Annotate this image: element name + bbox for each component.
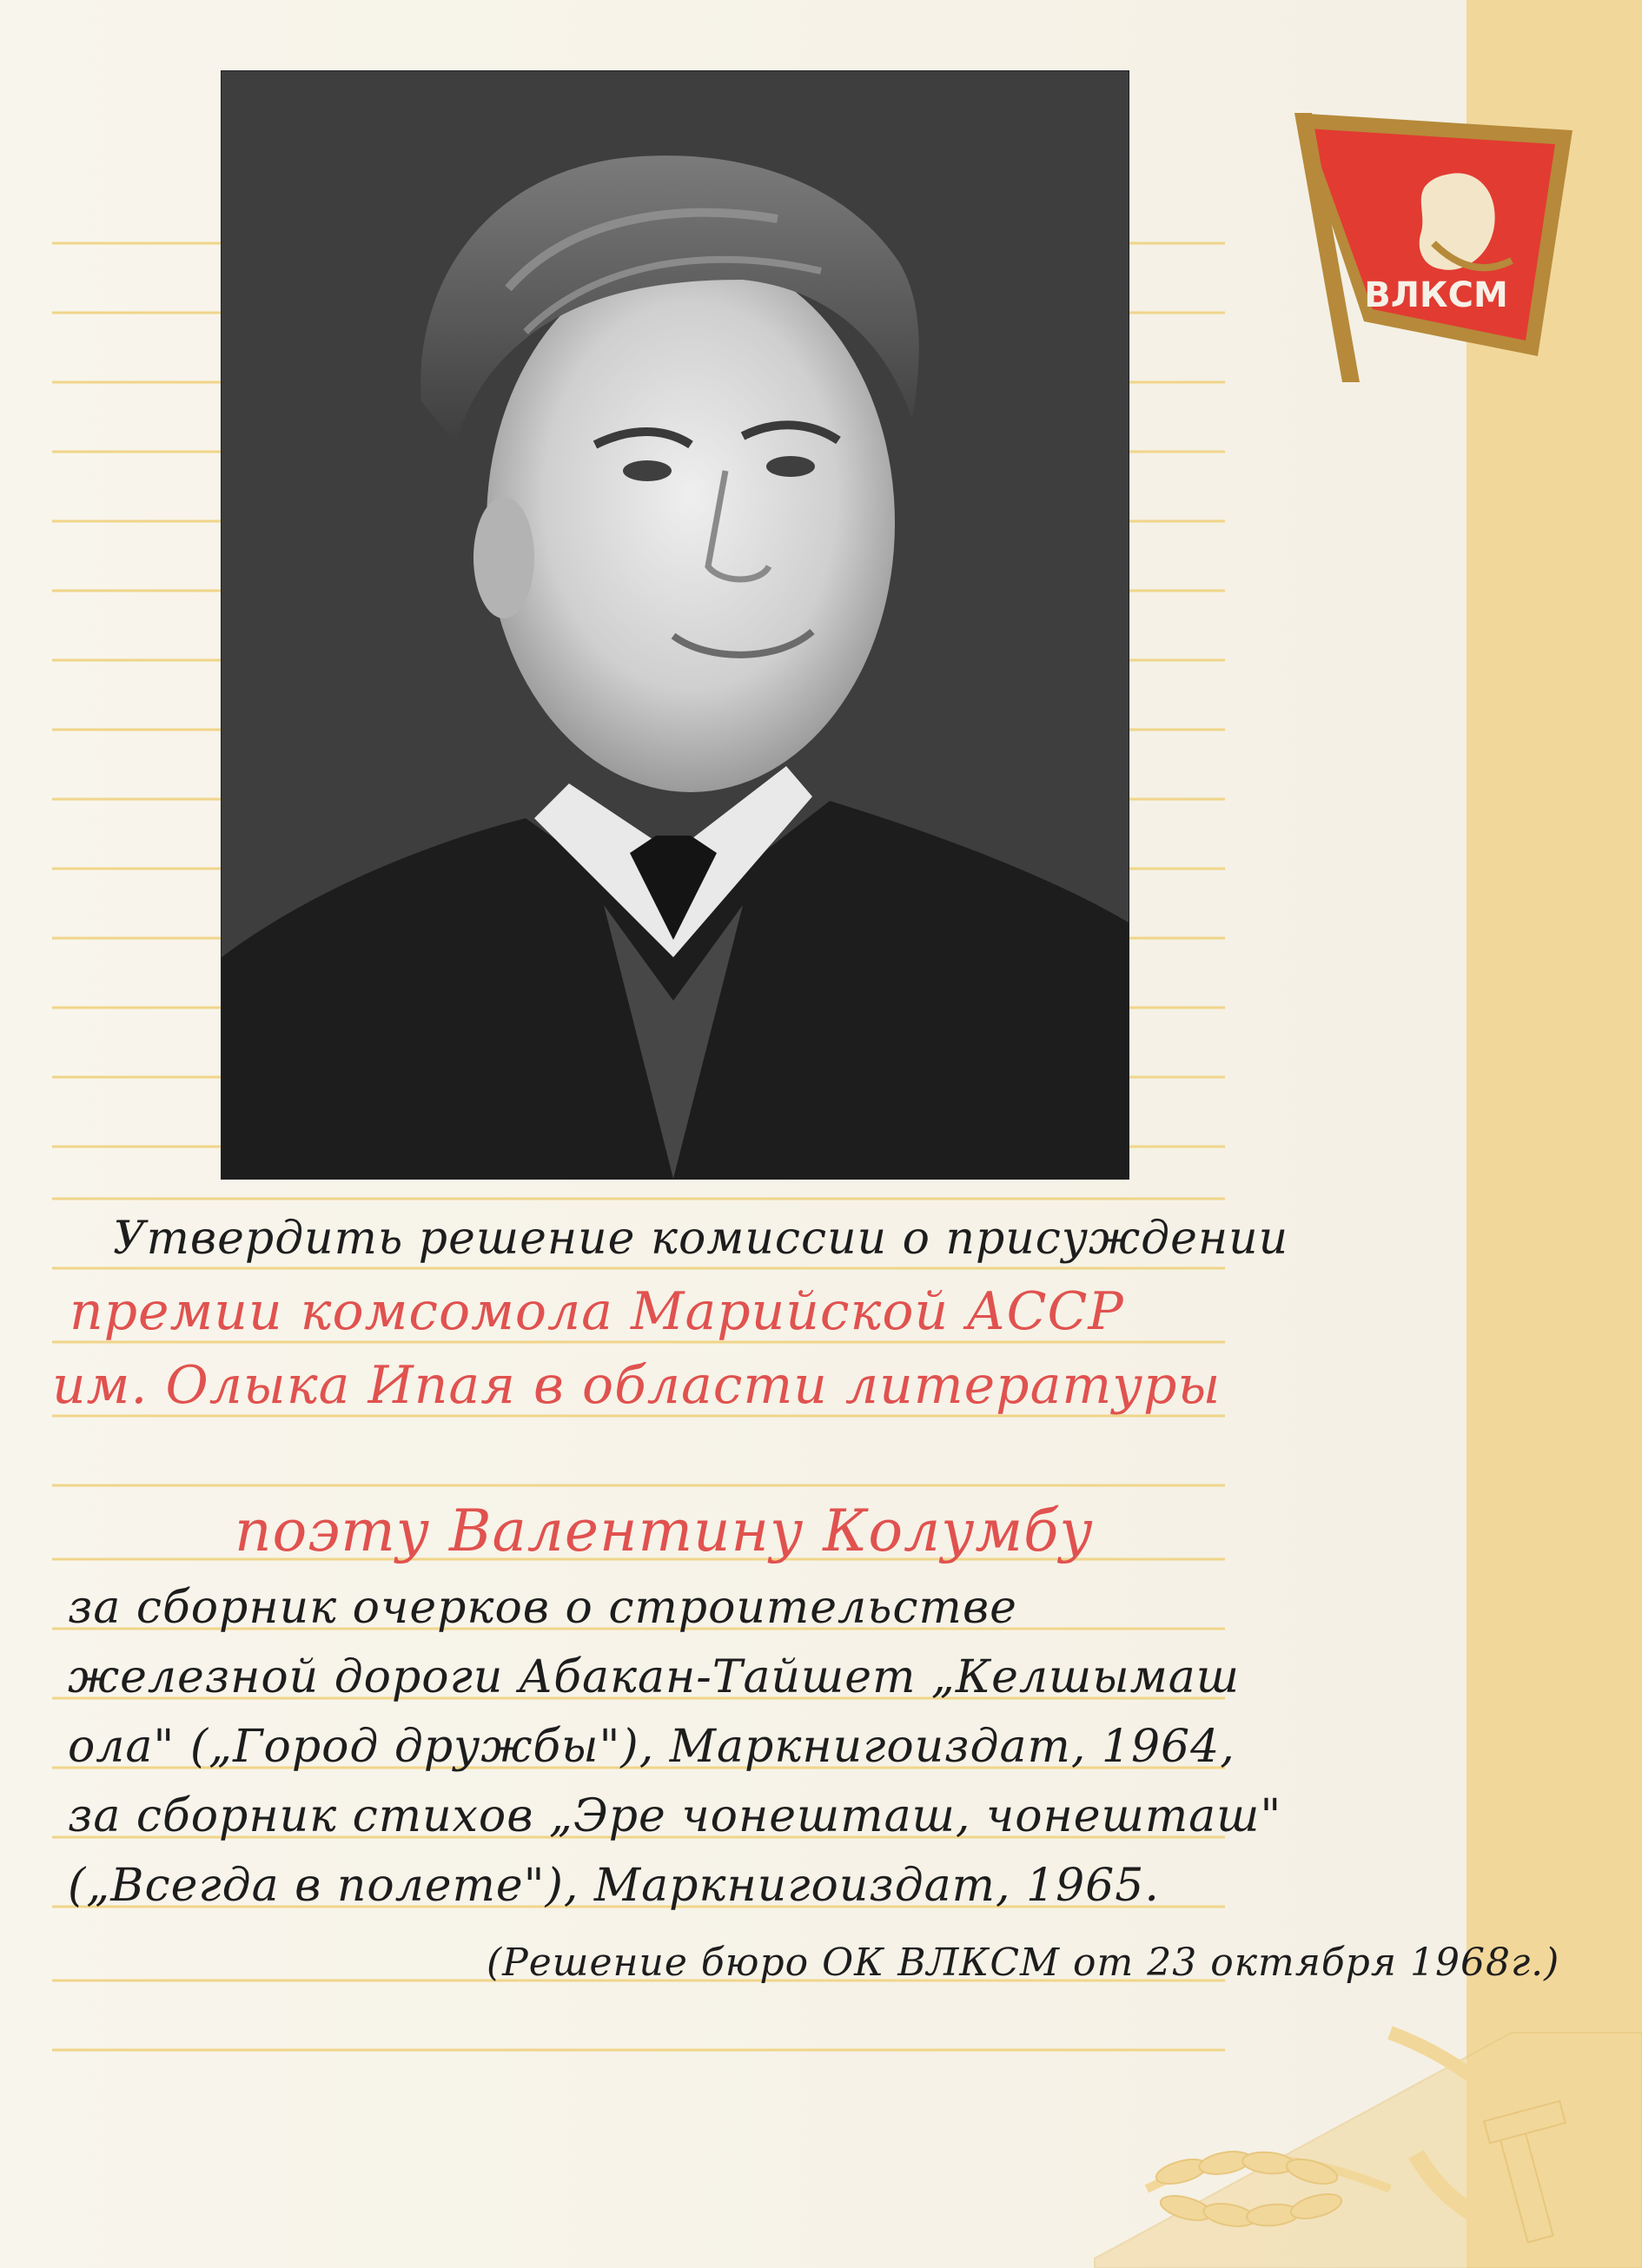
text-line-7: ола" („Город дружбы"), Маркнигоиздат, 1964, — [68, 1721, 1235, 1773]
text-line-3: им. Олыка Ипая в области литературы — [52, 1355, 1222, 1416]
text-line-6: железной дороги Абакан-Тайшет „Келшымаш — [68, 1651, 1240, 1703]
text-line-9: („Всегда в полете"), Маркнигоиздат, 1965. — [68, 1860, 1160, 1912]
recipient-line: поэту Валентину Колумбу — [235, 1498, 1094, 1564]
text-line-5: за сборник очерков о строительстве — [68, 1582, 1017, 1634]
badge-text: ВЛКСМ — [1364, 275, 1508, 315]
text-line-2: премии комсомола Марийской АССР — [70, 1281, 1124, 1342]
komsomol-badge-icon — [1277, 96, 1590, 382]
text-line-8: за сборник стихов „Эре чонешташ, чонешташ" — [68, 1790, 1282, 1842]
portrait-photo — [222, 71, 1129, 1179]
text-line-1: Утвердить решение комиссии о присуждении — [113, 1213, 1289, 1265]
decision-note: (Решение бюро ОК ВЛКСМ от 23 октября 1968г.) — [487, 1941, 1560, 1985]
